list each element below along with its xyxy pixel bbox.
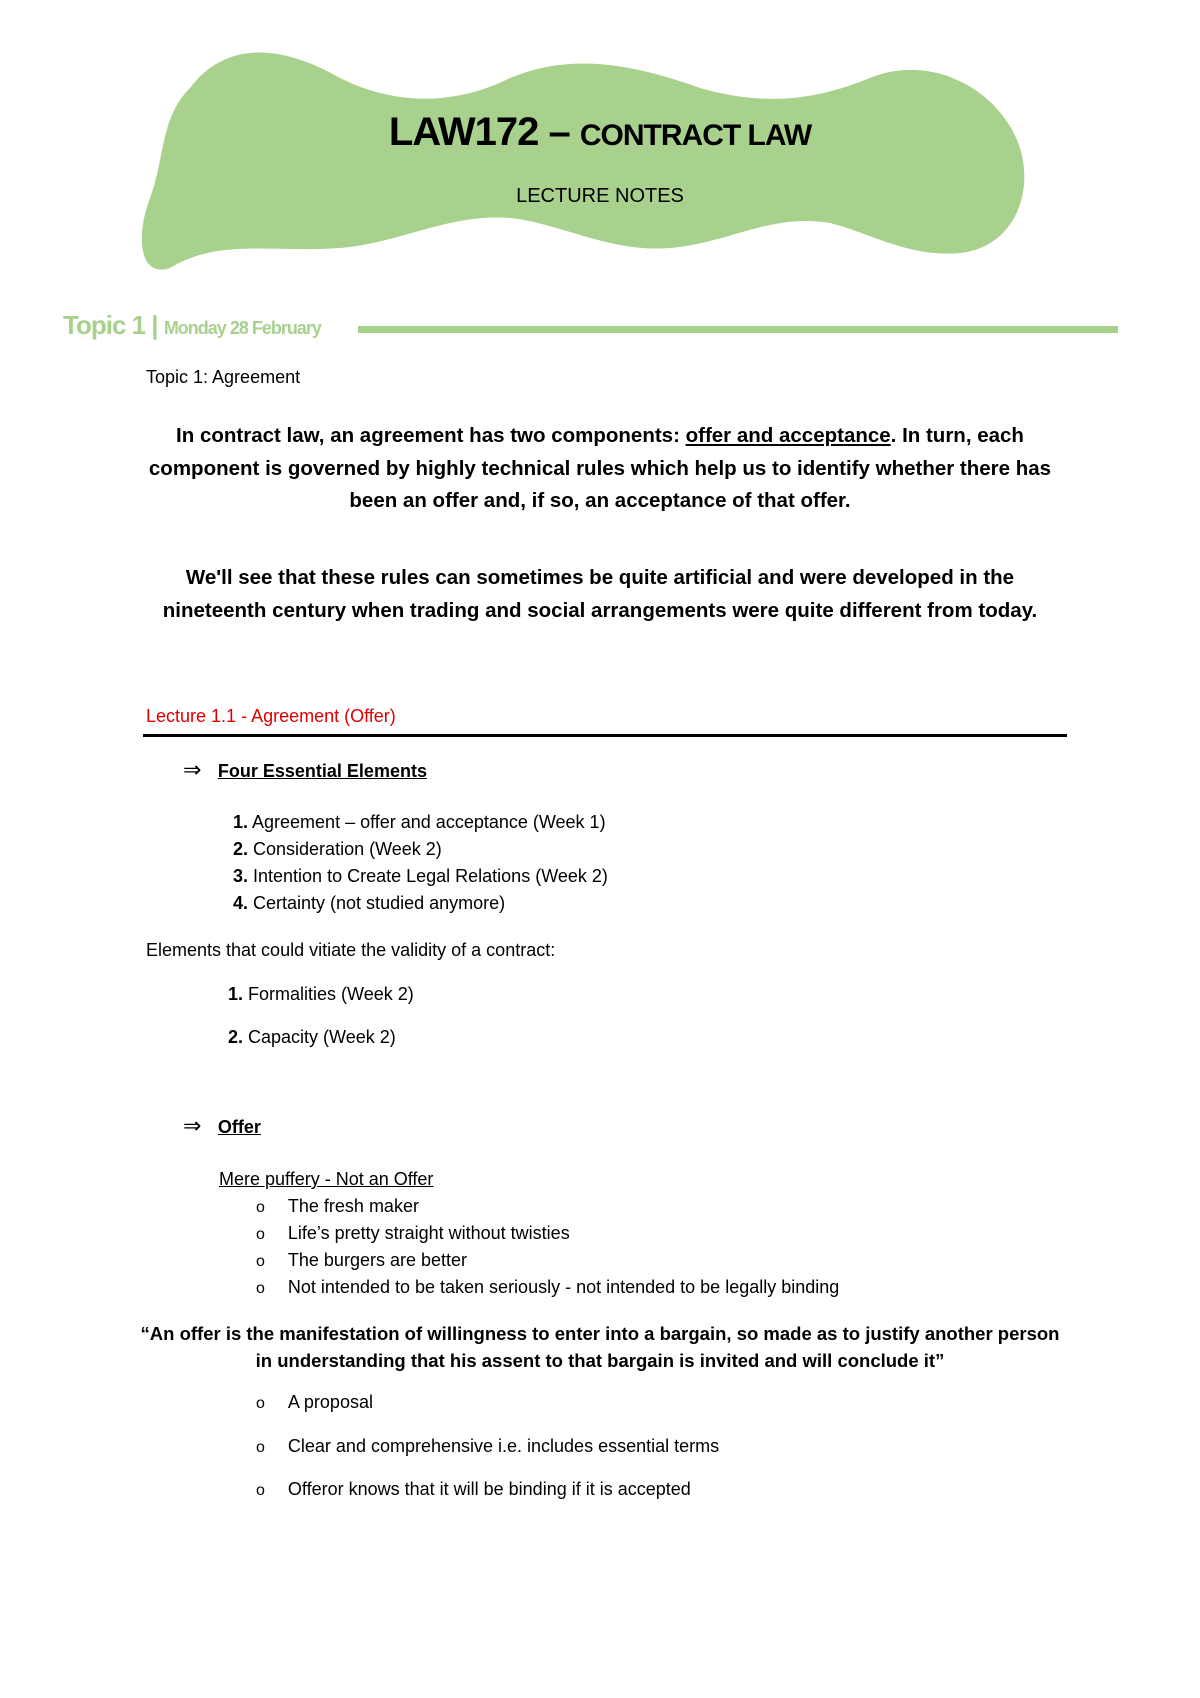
- list-text: Life’s pretty straight without twisties: [287, 1223, 570, 1243]
- list-text: Not intended to be taken seriously - not intended to be legally binding: [287, 1277, 840, 1297]
- arrow-icon: ⇒: [183, 1113, 202, 1138]
- list-text: The burgers are better: [287, 1250, 468, 1270]
- list-item: [256, 1392, 373, 1413]
- list-item: [256, 1277, 839, 1298]
- intro-paragraph-2: We'll see that these rules can sometimes be quite artificial and were developed in the nineteenth century when trading and social arrangements were quite different from today.: [162, 566, 1038, 622]
- bullet-icon: o: [256, 1199, 265, 1216]
- topic-title: Topic 1: Agreement: [146, 367, 301, 387]
- list-text: Formalities (Week 2): [243, 984, 414, 1004]
- bullet-icon: o: [256, 1280, 265, 1297]
- list-text: A proposal: [287, 1392, 373, 1412]
- offer-section-heading: [183, 1114, 261, 1138]
- list-text: The fresh maker: [287, 1196, 419, 1216]
- lecture-heading: Lecture 1.1 - Agreement (Offer): [146, 706, 396, 726]
- list-number: 1.: [233, 812, 249, 832]
- list-item: [233, 812, 606, 833]
- list-item: [233, 866, 608, 887]
- offer-definition-quote: “An offer is the manifestation of willingness to enter into a bargain, so made as to justify another person in understanding that his assent to that bargain is invited and will conclude it”: [140, 1323, 1060, 1371]
- arrow-icon: ⇒: [183, 757, 202, 782]
- topic-date: Monday 28 February: [163, 318, 321, 338]
- intro-text-a: In contract law, an agreement has two components:: [176, 424, 686, 447]
- page-subtitle: LECTURE NOTES: [516, 185, 684, 207]
- bullet-icon: o: [256, 1439, 265, 1456]
- bullet-icon: o: [256, 1395, 265, 1412]
- list-item: [256, 1479, 691, 1500]
- list-item: [233, 839, 442, 860]
- list-item: [233, 893, 505, 914]
- list-item: [228, 984, 414, 1005]
- vitiate-intro: Elements that could vitiate the validity of a contract:: [146, 940, 556, 960]
- list-number: 3.: [233, 866, 249, 886]
- topic-divider: [358, 326, 1118, 333]
- list-number: 4.: [233, 893, 249, 913]
- essential-heading: Four Essential Elements: [217, 761, 427, 781]
- intro-paragraph-1: [140, 420, 1060, 518]
- bullet-icon: o: [256, 1253, 265, 1270]
- list-text: Capacity (Week 2): [243, 1027, 396, 1047]
- course-name: CONTRACT LAW: [579, 119, 812, 152]
- list-item: [256, 1436, 719, 1457]
- banner-shape: [140, 48, 1040, 278]
- intro-text-underlined: offer and acceptance: [685, 424, 891, 447]
- page-title: [0, 110, 1200, 155]
- list-text: Consideration (Week 2): [248, 839, 442, 859]
- bullet-icon: o: [256, 1482, 265, 1499]
- list-text: Clear and comprehensive i.e. includes essential terms: [287, 1436, 720, 1456]
- intro-text-b: . In turn, each component is governed by highly technical rules which help us to identify whether there has been an offer and, if so, an acceptance of that offer.: [148, 424, 1052, 512]
- puffery-heading: Mere puffery - Not an Offer: [219, 1169, 434, 1189]
- bullet-icon: o: [256, 1226, 265, 1243]
- topic-banner: [63, 310, 321, 341]
- topic-label: Topic 1 |: [63, 310, 164, 340]
- course-code: LAW172 –: [388, 110, 580, 154]
- list-item: [256, 1223, 570, 1244]
- list-number: 1.: [228, 984, 244, 1004]
- list-text: Offeror knows that it will be binding if it is accepted: [287, 1479, 691, 1499]
- essential-section-heading: [183, 758, 427, 782]
- list-text: Agreement – offer and acceptance (Week 1): [248, 812, 606, 832]
- list-text: Intention to Create Legal Relations (Week 2): [248, 866, 608, 886]
- offer-heading: Offer: [217, 1117, 261, 1137]
- list-number: 2.: [233, 839, 249, 859]
- list-item: [256, 1250, 467, 1271]
- list-text: Certainty (not studied anymore): [248, 893, 506, 913]
- list-number: 2.: [228, 1027, 244, 1047]
- list-item: [228, 1027, 396, 1048]
- list-item: [256, 1196, 419, 1217]
- lecture-divider: [143, 734, 1067, 737]
